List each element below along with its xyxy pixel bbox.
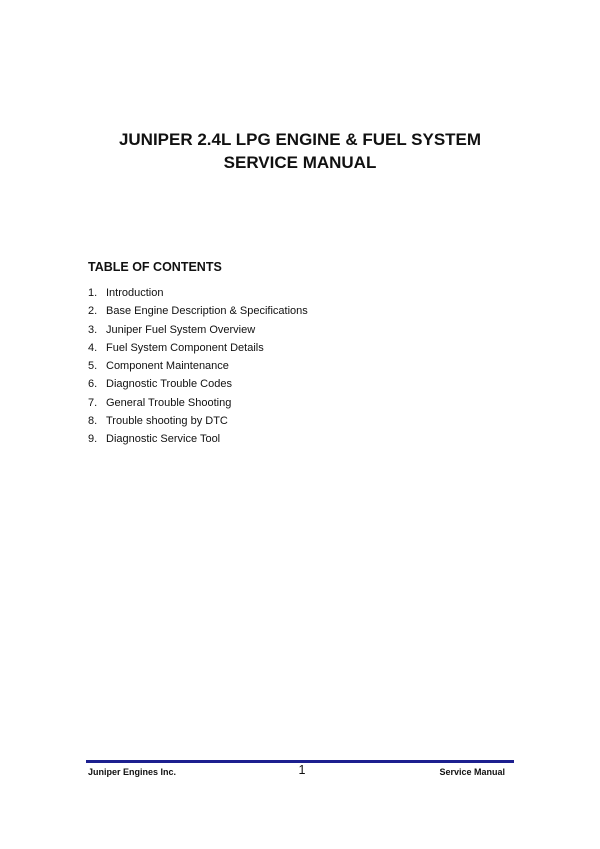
toc-item-label: Fuel System Component Details [106, 341, 264, 354]
toc-item [88, 304, 308, 322]
toc-item-label: Juniper Fuel System Overview [106, 323, 256, 336]
toc-item-number: 6. [88, 378, 98, 391]
toc-item [88, 396, 308, 414]
toc-item-number: 4. [88, 341, 98, 354]
toc-item-number: 8. [88, 415, 98, 428]
toc-item-label: Diagnostic Service Tool [106, 433, 221, 446]
toc-item-label: Trouble shooting by DTC [106, 415, 228, 428]
toc-item-number: 3. [88, 323, 98, 336]
toc-item [88, 359, 308, 377]
page-number: 1 [298, 763, 306, 777]
toc-item [88, 414, 308, 432]
footer-doc-title: Service Manual [439, 767, 505, 777]
document-title-line-2: SERVICE MANUAL [223, 153, 377, 172]
toc-item-label: Diagnostic Trouble Codes [106, 378, 232, 391]
toc-item-label: Introduction [106, 287, 164, 299]
toc-item-label: Component Maintenance [106, 360, 229, 373]
toc-item-label: General Trouble Shooting [106, 396, 232, 409]
toc-item [88, 341, 308, 359]
toc-item-number: 5. [88, 360, 98, 373]
toc-item [88, 377, 308, 395]
toc-item-number: 7. [88, 396, 98, 409]
toc-item [88, 432, 308, 450]
document-title-line-1: JUNIPER 2.4L LPG ENGINE & FUEL SYSTEM [118, 130, 482, 149]
toc-item-number: 1. [88, 287, 98, 299]
toc-list [88, 286, 308, 451]
toc-item [88, 286, 308, 304]
toc-item-label: Base Engine Description & Specifications [106, 305, 308, 318]
toc-item-number: 2. [88, 305, 98, 318]
toc-item [88, 323, 308, 341]
toc-item-number: 9. [88, 433, 98, 446]
toc-heading: TABLE OF CONTENTS [88, 260, 222, 274]
footer-company: Juniper Engines Inc. [88, 767, 177, 777]
